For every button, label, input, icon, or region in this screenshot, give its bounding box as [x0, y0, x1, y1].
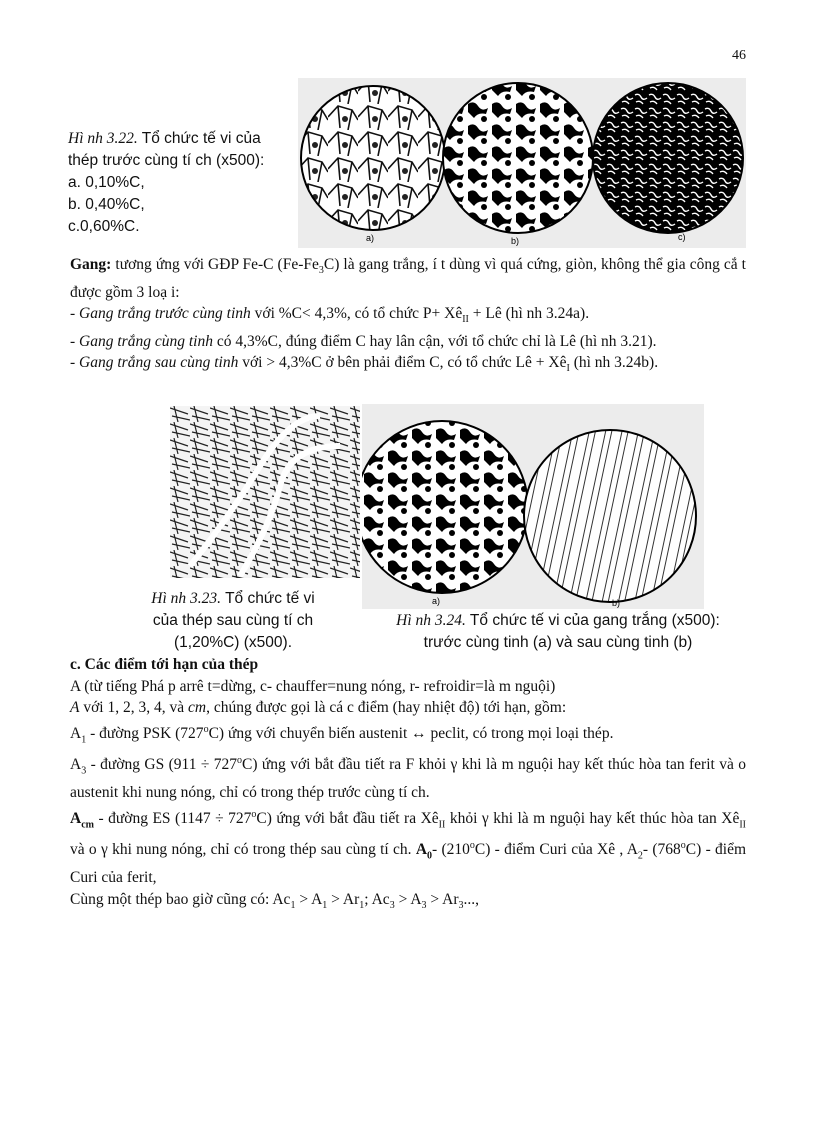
figure-label: Hì nh 3.24. — [396, 612, 466, 629]
panel-label-a: a) — [432, 596, 441, 606]
section-heading: c. Các điểm tới hạn của thép — [70, 656, 259, 673]
figure-label: Hì nh 3.23. — [151, 590, 222, 607]
gang-item-3: - Gang trắng sau cùng tinh với > 4,3%C ở bên phải điểm C, có tổ chức Lê + $Xê_I$ (hì nh 3.24b). — [70, 354, 659, 375]
figure-3-24-micrographs — [362, 404, 704, 609]
a1-definition: $A_1$ - đường PSK (727$^o$C) ứng với chuyển biến austenit ↔ peclit, có trong mọi loại thép. — [70, 723, 614, 745]
panel-label-b: b) — [612, 598, 621, 608]
panel-label-c: c) — [678, 232, 686, 242]
gang-heading: Gang: — [70, 256, 112, 273]
figure-title: Tổ chức tế vi của — [137, 130, 261, 147]
figure-3-23-micrograph — [170, 406, 360, 578]
inequality-line: Cùng một thép bao giờ cũng có: $Ac_1 > A_1 > Ar_1$; $Ac_3 > A_3 > Ar_3$..., — [70, 890, 480, 911]
panel-label-b: b) — [511, 236, 520, 246]
figure-3-22-caption — [68, 128, 264, 238]
figure-label: Hì nh 3.22. — [68, 130, 138, 147]
paragraph: A (từ tiếng Phá p arrê t=dừng, c- chauffer=nung nóng, r- refroidir=là m nguội) — [70, 677, 556, 695]
gang-intro: Gang: tương ứng với GĐP Fe-C $(Fe-Fe_3C)$ là gang trắng, í t dùng vì quá cứng, giòn, không thể gia công cắ t được gồm 3 loạ i: — [70, 256, 746, 301]
caption-line: thép trước cùng tí ch (x500): — [68, 152, 265, 169]
caption-item-b: b. 0,40%C, — [68, 196, 145, 213]
figure-3-24-caption: Hì nh 3.24. Tổ chức tế vi của gang trắng (x500): trước cùng tinh (a) và sau cùng tinh (b) — [396, 612, 720, 651]
paragraph: A với 1, 2, 3, 4, và cm, chúng được gọi là cá c điểm (hay nhiệt độ) tới hạn, gồm: — [70, 699, 567, 716]
caption-item-a: a. 0,10%C, — [68, 174, 145, 191]
gang-section — [70, 254, 746, 380]
acm-definition: $A_{cm}$ - đường ES $(1147 \div 727^oC)$ ứng với bắt đầu tiết ra $Xê_{II}$ khỏi γ khi là m nguội hay kết thúc hòa $\tan Xê_{II}$ và o γ khi nung nóng, chỉ có trong thép sau cùng tí ch. $A_0-$ (210$^o$C) - điểm Curi của Xê , $A_2-$ (768$^o$C) - điểm Curi của ferit, — [70, 808, 747, 886]
critical-points-section — [70, 654, 746, 916]
caption-item-c: c.0,60%C. — [68, 218, 140, 235]
figure-3-23-caption: Hì nh 3.23. Tổ chức tế vi của thép sau cùng tí ch (1,20%C) (x500). — [151, 590, 315, 651]
panel-label-a: a) — [366, 233, 375, 243]
figure-3-22-micrographs — [298, 78, 746, 248]
a3-definition: $A_3$ - đường GS $(911 \div 727^oC)$ ứng với bắt đầu tiết ra F khỏi γ khi là m nguội hay kết thúc hòa tan ferit và o austenit khi nung nóng, chỉ có trong thép trước cùng tí ch. — [70, 755, 746, 801]
page-number: 46 — [732, 48, 746, 63]
gang-item-1: - Gang trắng trước cùng tinh với %C< 4,3%, có tổ chức $P+ Xê_{II}$ + Lê (hì nh 3.24a). — [70, 305, 590, 326]
gang-item-2: - Gang trắng cùng tinh có 4,3%C, đúng điểm C hay lân cận, với tổ chức chỉ là Lê (hì nh 3.21). — [70, 332, 657, 350]
